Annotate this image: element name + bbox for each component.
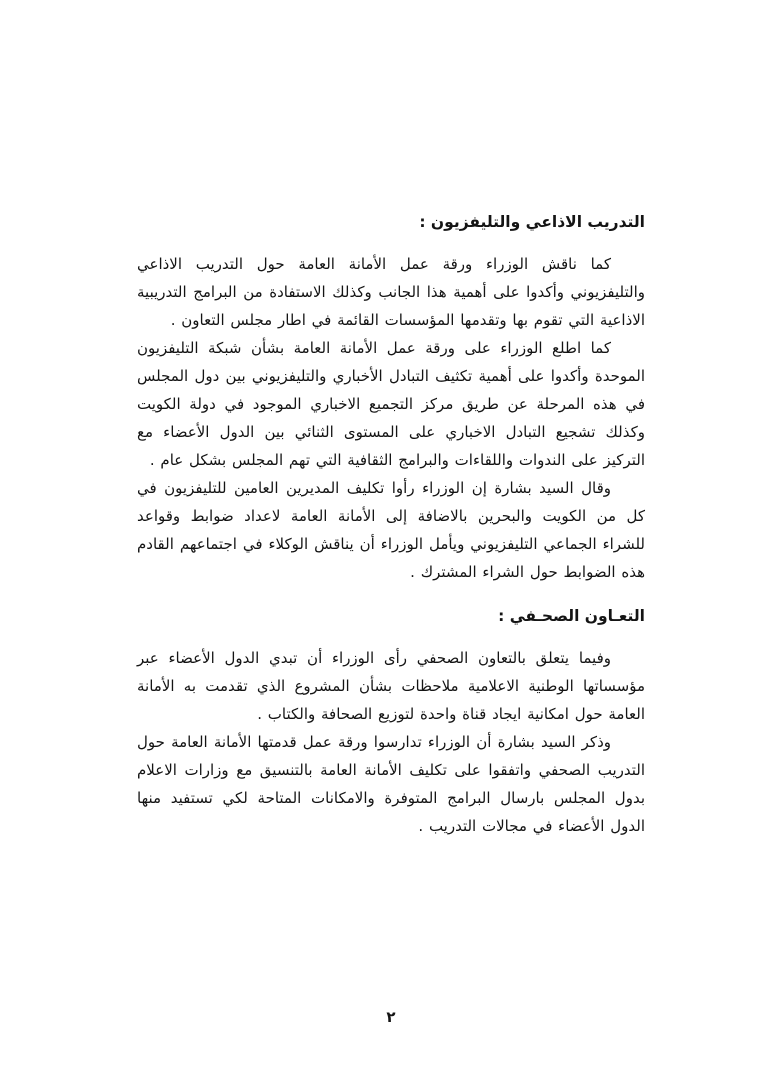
paragraph: وقال السيد بشارة إن الوزراء رأوا تكليف المديرين العامين للتليفزيون في كل من الكويت والبحرين بالاضافة إلى الأمانة العامة لاعداد ضوابط وقواعد للشراء الجماعي التليفزيوني ويأمل الوزراء أن يناقش الوكلاء في اجتماعهم القادم هذه الضوابط حول الشراء المشترك . [137,479,645,581]
section-heading-press-cooperation: التعـاون الصحـفي : [498,607,645,625]
paragraph: وذكر السيد بشارة أن الوزراء تدارسوا ورقة عمل قدمتها الأمانة العامة حول التدريب الصحفي واتفقوا على تكليف الأمانة العامة بالتنسيق مع وزارات الاعلام بدول المجلس بارسال البرامج المتوفرة والامكانات المتاحة لكي تستفيد منها الدول الأعضاء في مجالات التدريب . [137,733,645,835]
paragraph: كما اطلع الوزراء على ورقة عمل الأمانة العامة بشأن شبكة التليفزيون الموحدة وأكدوا على أهمية تكثيف التبادل الأخباري والتليفزيوني بين دول المجلس في هذه المرحلة عن طريق مركز التجميع الاخباري الموجود في دولة الكويت وكذلك تشجيع التبادل الاخباري على المستوى الثنائي بين الدول الأعضاء مع التركيز على الندوات واللقاءات والبرامج الثقافية التي تهم المجلس بشكل عام . [137,339,645,469]
document-body [137,208,645,840]
section-heading-radio-tv-training: التدريب الاذاعي والتليفزيون : [419,213,645,231]
page-number: ٢ [386,1008,396,1026]
paragraph: كما ناقش الوزراء ورقة عمل الأمانة العامة حول التدريب الاذاعي والتليفزيوني وأكدوا على أهمية هذا الجانب وكذلك الاستفادة من البرامج التدريبية الاذاعية التي تقوم بها وتقدمها المؤسسات القائمة في اطار مجلس التعاون . [137,255,645,329]
paragraph: وفيما يتعلق بالتعاون الصحفي رأى الوزراء أن تبدي الدول الأعضاء عبر مؤسساتها الوطنية الاعلامية ملاحظات بشأن المشروع الذي تقدمت به الأمانة العامة حول امكانية ايجاد قناة واحدة لتوزيع الصحافة والكتاب . [137,649,645,723]
